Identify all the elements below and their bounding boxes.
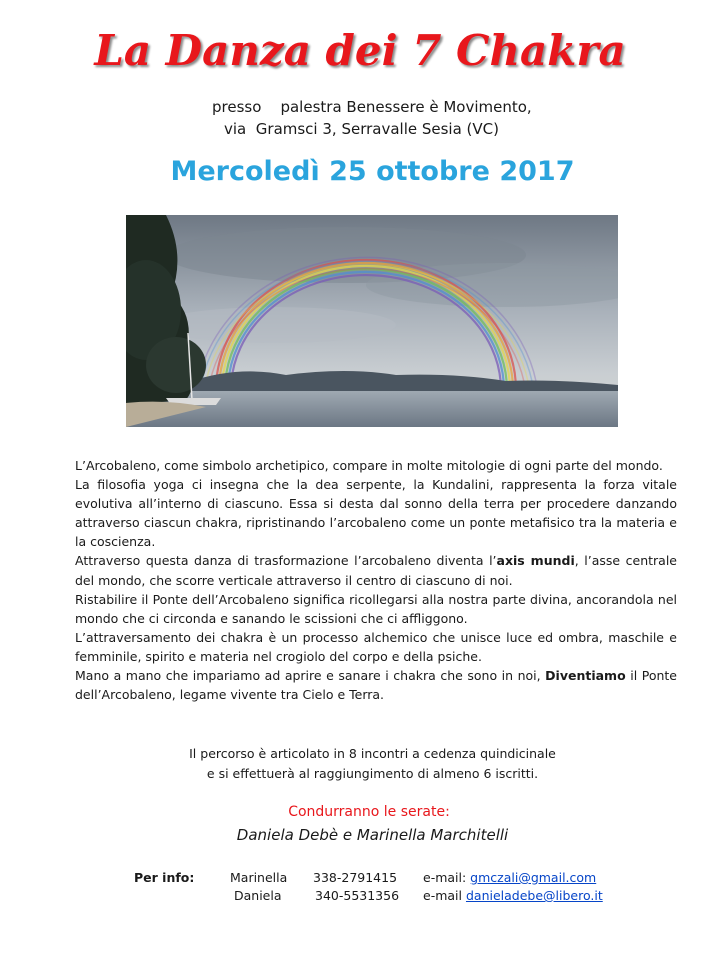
contact-name-marinella: Marinella <box>230 870 288 885</box>
contact-info <box>0 870 720 910</box>
contact-name-daniela: Daniela <box>234 888 282 903</box>
event-date: Mercoledì 25 ottobre 2017 <box>170 156 575 187</box>
venue-line-2: via Gramsci 3, Serravalle Sesia (VC) <box>224 120 499 138</box>
contact-phone-daniela: 340-5531356 <box>315 888 400 903</box>
rainbow-lake-photo <box>126 215 618 427</box>
paragraph-alchemic-process: L’attraversamento dei chakra è un processo alchemico che unisce luce ed ombra, maschile e femminile, spirito e materia nel crogiolo del corpo e della psiche. <box>75 629 677 664</box>
contact-phone-marinella: 338-2791415 <box>313 870 398 885</box>
venue-line-1: presso palestra Benessere è Movimento, <box>212 98 532 116</box>
paragraph-become-bridge: Mano a mano che impariamo ad aprire e sanare i chakra che sono in noi, Diventiamo il Ponte dell’Arcobaleno, legame vivente tra Cielo e Terra. <box>75 668 677 703</box>
info-label: Per info: <box>134 870 195 885</box>
schedule-line-2: e si effettuerà al raggiungimento di almeno 6 iscritti. <box>206 766 539 781</box>
paragraph-rainbow-symbol: L’Arcobaleno, come simbolo archetipico, compare in molte mitologie di ogni parte del mondo. <box>75 458 663 473</box>
paragraph-yoga-philosophy: La filosofia yoga ci insegna che la dea serpente, la Kundalini, rappresenta la forza vitale evolutiva all’interno di ciascuno. Essa si desta dal sonno della terra per procedere danzando attraverso ciascun chakra, ripristinando l’arcobaleno come un ponte metafisico tra la materia e la coscienza. <box>75 477 677 550</box>
email-link-daniela[interactable]: danieladebe@libero.it <box>465 888 603 903</box>
contact-email-marinella: e-mail: gmczali@gmail.com <box>423 870 597 885</box>
leaders-names: Daniela Debè e Marinella Marchitelli <box>236 826 509 844</box>
email-link-marinella[interactable]: gmczali@gmail.com <box>470 870 597 885</box>
body-text <box>75 456 677 704</box>
contact-email-daniela: e-mail danieladebe@libero.it <box>423 888 603 903</box>
schedule-note <box>0 744 720 784</box>
axis-mundi-emphasis: axis mundi <box>496 553 575 569</box>
schedule-line-1: Il percorso è articolato in 8 incontri a cedenza quindicinale <box>189 746 556 761</box>
event-title: La Danza dei 7 Chakra <box>94 26 626 75</box>
leaders-heading: Condurranno le serate: <box>288 804 450 820</box>
paragraph-rainbow-bridge: Ristabilire il Ponte dell’Arcobaleno significa ricollegarsi alla nostra parte divina, ancorandola nel mondo che ci circonda e sanando le scissioni che ci affliggono. <box>75 591 677 626</box>
diventiamo-emphasis: Diventiamo <box>545 668 626 684</box>
paragraph-axis-mundi: Attraverso questa danza di trasformazione l’arcobaleno diventa l’axis mundi, l’asse centrale del mondo, che scorre verticale attraverso il centro di ciascuno di noi. <box>75 553 677 588</box>
